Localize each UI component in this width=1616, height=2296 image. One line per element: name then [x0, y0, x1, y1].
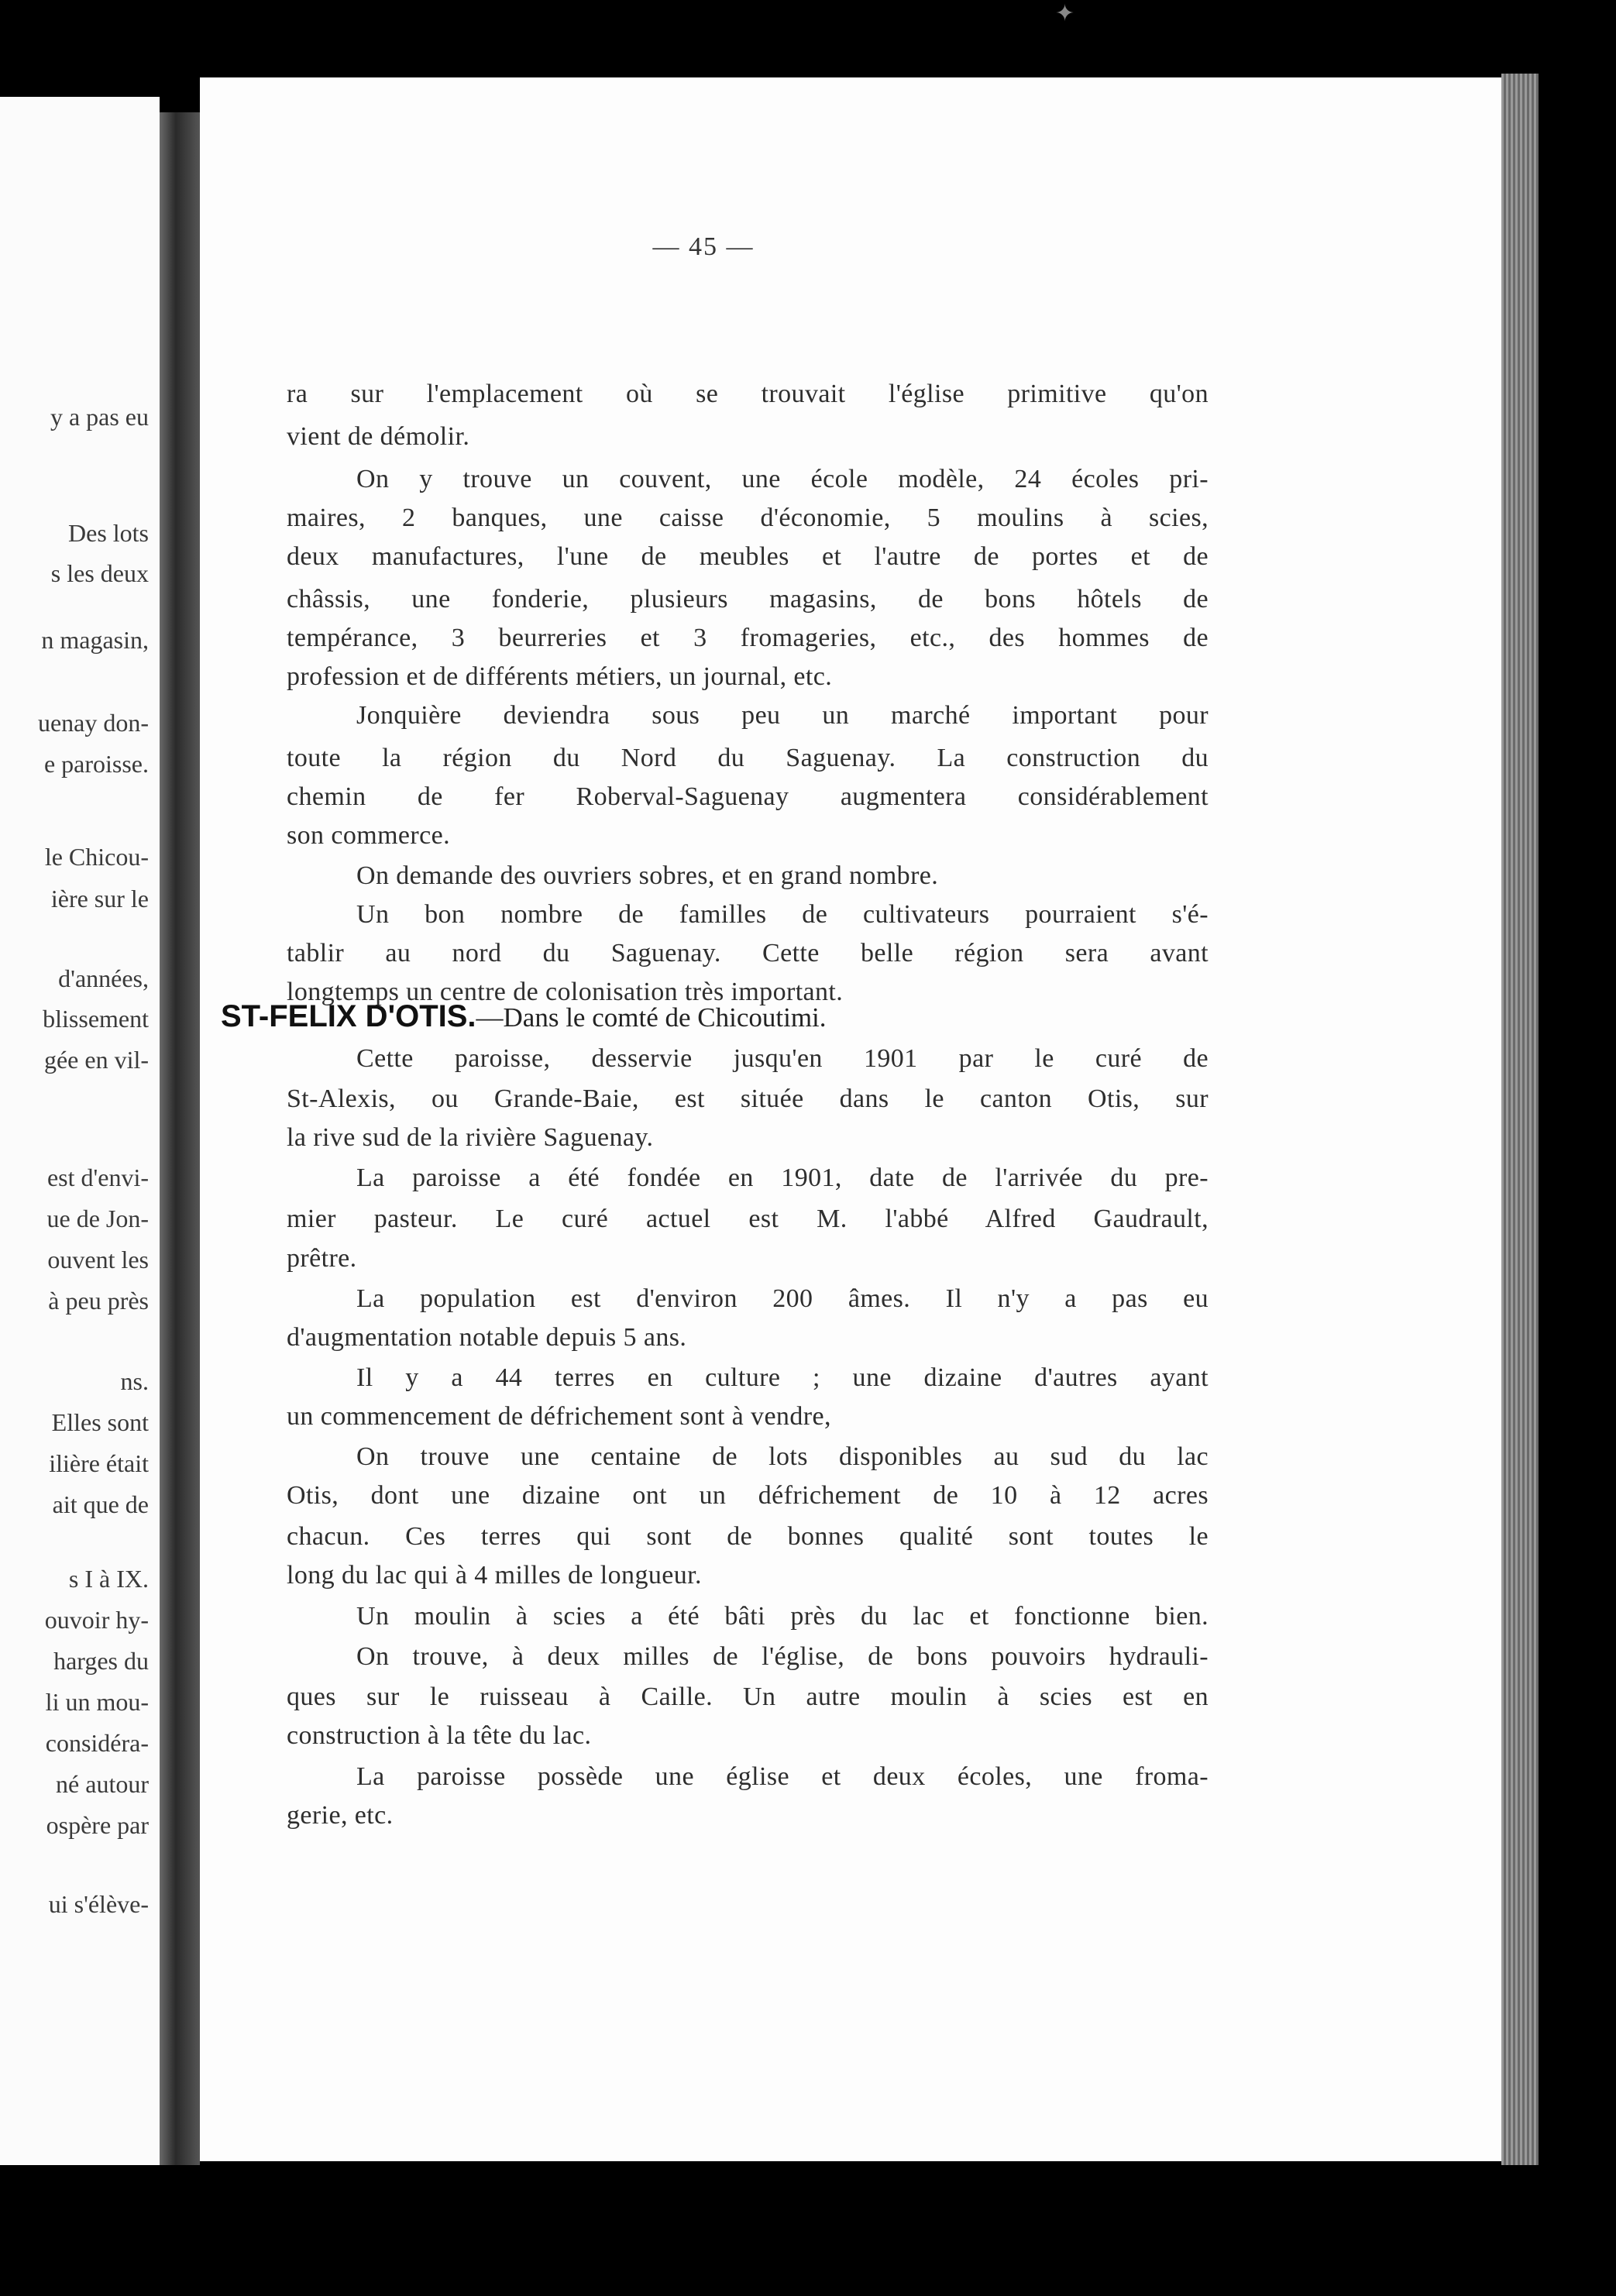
- left-page-line: uenay don-: [37, 709, 149, 737]
- left-page-line: n magasin,: [41, 626, 149, 654]
- left-page-line: y a pas eu: [50, 403, 149, 431]
- left-page-line: Des lots: [68, 519, 149, 547]
- body-text-line: chacun. Ces terres qui sont de bonnes qualité sont toutes le: [287, 1522, 1209, 1551]
- body-text-line: St-Alexis, ou Grande-Baie, est située dans le canton Otis, sur: [287, 1084, 1209, 1113]
- left-page-line: ui s'élève-: [48, 1890, 149, 1918]
- body-text-line: ra sur l'emplacement où se trouvait l'église primitive qu'on: [287, 380, 1209, 408]
- body-text-line: Un moulin à scies a été bâti près du lac et fonctionne bien.: [356, 1602, 1209, 1631]
- left-page-line: ouvent les: [47, 1246, 149, 1273]
- left-page-line: gée en vil-: [43, 1046, 149, 1074]
- left-page-line: ospère par: [46, 1811, 149, 1839]
- body-text-line: son commerce.: [287, 821, 451, 850]
- page-number: — 45 —: [652, 232, 755, 261]
- body-text-line: tempérance, 3 beurreries et 3 fromageries, etc., des hommes de: [287, 624, 1209, 652]
- body-text-line: châssis, une fonderie, plusieurs magasins, de bons hôtels de: [287, 585, 1209, 614]
- left-page-line: à peu près: [48, 1287, 149, 1315]
- body-text-line: Cette paroisse, desservie jusqu'en 1901 par le curé de: [356, 1044, 1209, 1073]
- section-subtitle: —Dans le comté de Chicoutimi.: [476, 1002, 827, 1033]
- body-text-line: La paroisse possède une église et deux écoles, une froma-: [356, 1762, 1209, 1791]
- body-text-line: prêtre.: [287, 1244, 357, 1273]
- left-page-line: harges du: [53, 1647, 149, 1675]
- left-page-line: ait que de: [52, 1490, 149, 1518]
- left-page-line: le Chicou-: [44, 843, 149, 871]
- left-page-line: d'années,: [58, 964, 149, 992]
- body-text-line: Otis, dont une dizaine ont un défrichement de 10 à 12 acres: [287, 1481, 1209, 1510]
- left-page-line: Elles sont: [51, 1408, 149, 1436]
- left-page-line: né autour: [56, 1770, 149, 1798]
- left-page-line: ns.: [120, 1367, 149, 1395]
- section-heading: [221, 999, 827, 1034]
- body-text-line: On demande des ouvriers sobres, et en grand nombre.: [356, 861, 939, 890]
- body-text-line: On trouve, à deux milles de l'église, de bons pouvoirs hydrauli-: [356, 1642, 1209, 1671]
- body-text-line: On trouve une centaine de lots disponibles au sud du lac: [356, 1442, 1209, 1471]
- book-gutter: [160, 112, 200, 2165]
- body-text-line: maires, 2 banques, une caisse d'économie, 5 moulins à scies,: [287, 504, 1209, 532]
- body-text-line: longtemps un centre de colonisation très important.: [287, 978, 844, 1006]
- body-text-line: Jonquière deviendra sous peu un marché important pour: [356, 701, 1209, 730]
- body-text-line: La paroisse a été fondée en 1901, date de l'arrivée du pre-: [356, 1163, 1209, 1192]
- left-page-line: ouvoir hy-: [44, 1606, 149, 1634]
- body-text-line: d'augmentation notable depuis 5 ans.: [287, 1323, 687, 1352]
- section-title: ST-FELIX D'OTIS.: [221, 999, 476, 1033]
- body-text-line: Un bon nombre de familles de cultivateurs pourraient s'é-: [356, 900, 1209, 929]
- body-text-line: Il y a 44 terres en culture ; une dizaine d'autres ayant: [356, 1363, 1209, 1392]
- left-page-line: li un mou-: [45, 1688, 149, 1716]
- left-page-line: s I à IX.: [68, 1565, 149, 1593]
- body-text-line: long du lac qui à 4 milles de longueur.: [287, 1561, 702, 1590]
- body-text-line: profession et de différents métiers, un journal, etc.: [287, 662, 833, 691]
- left-page-line: e paroisse.: [43, 750, 149, 778]
- body-text-line: vient de démolir.: [287, 422, 470, 451]
- body-text-line: gerie, etc.: [287, 1801, 394, 1830]
- body-text-line: La population est d'environ 200 âmes. Il n'y a pas eu: [356, 1284, 1209, 1313]
- left-page-line: ière sur le: [50, 885, 149, 913]
- scan-mark: ✦: [1055, 1, 1075, 26]
- body-text-line: mier pasteur. Le curé actuel est M. l'abbé Alfred Gaudrault,: [287, 1205, 1209, 1233]
- body-text-line: tablir au nord du Saguenay. Cette belle région sera avant: [287, 939, 1209, 968]
- page-edge-stack: [1501, 74, 1539, 2165]
- body-text-line: deux manufactures, l'une de meubles et l'autre de portes et de: [287, 542, 1209, 571]
- body-text-line: la rive sud de la rivière Saguenay.: [287, 1123, 654, 1152]
- body-text-line: ques sur le ruisseau à Caille. Un autre moulin à scies est en: [287, 1682, 1209, 1711]
- left-page-line: ue de Jon-: [46, 1205, 149, 1232]
- left-page-line: est d'envi-: [46, 1163, 149, 1191]
- left-page-line: ilière était: [49, 1449, 149, 1477]
- body-text-line: un commencement de défrichement sont à vendre,: [287, 1402, 831, 1431]
- body-text-line: chemin de fer Roberval-Saguenay augmentera considérablement: [287, 782, 1209, 811]
- body-text-line: construction à la tête du lac.: [287, 1721, 592, 1750]
- left-facing-page: [0, 97, 160, 2165]
- left-page-line: considéra-: [45, 1729, 149, 1757]
- body-text-line: On y trouve un couvent, une école modèle, 24 écoles pri-: [356, 465, 1209, 493]
- left-page-line: blissement: [43, 1005, 149, 1033]
- body-text-line: toute la région du Nord du Saguenay. La construction du: [287, 744, 1209, 772]
- left-page-line: s les deux: [50, 559, 149, 587]
